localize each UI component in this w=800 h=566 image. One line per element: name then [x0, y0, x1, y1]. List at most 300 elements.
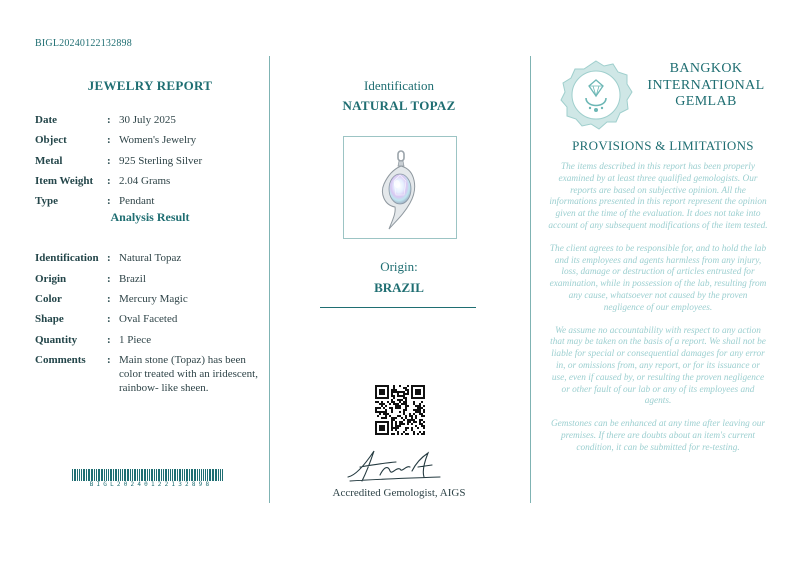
- qr-module: [383, 417, 385, 419]
- barcode-bar: [209, 469, 211, 481]
- detail-row: [35, 312, 265, 326]
- barcode-bar: [96, 469, 97, 481]
- qr-module: [391, 411, 393, 413]
- qr-module: [395, 423, 397, 425]
- qr-module: [419, 407, 421, 409]
- qr-module: [395, 405, 397, 407]
- barcode-bar: [106, 469, 107, 481]
- detail-separator: :: [107, 114, 111, 126]
- detail-key: Object: [35, 134, 67, 147]
- detail-separator: :: [107, 293, 111, 306]
- qr-module: [419, 423, 421, 425]
- barcode-bar: [77, 469, 78, 481]
- qr-module: [395, 391, 397, 393]
- qr-module: [397, 431, 399, 433]
- qr-module: [391, 429, 393, 431]
- qr-module: [375, 409, 377, 411]
- qr-module: [405, 409, 407, 411]
- qr-module: [397, 407, 399, 409]
- qr-module: [421, 401, 423, 403]
- analysis-result-list: [35, 251, 265, 394]
- qr-module: [401, 391, 403, 393]
- barcode-bar: [86, 469, 87, 481]
- barcode-bar: [94, 469, 95, 481]
- barcode-bar: [74, 469, 76, 481]
- identification-value: NATURAL TOPAZ: [342, 98, 456, 113]
- qr-module: [423, 409, 425, 411]
- qr-module: [393, 395, 395, 397]
- qr-module: [415, 389, 421, 395]
- barcode-bar: [132, 469, 133, 481]
- barcode-bar: [137, 469, 138, 481]
- barcode-bar: [163, 469, 164, 481]
- gemologist-signature: [340, 445, 450, 487]
- barcode-bar: [81, 469, 82, 481]
- detail-value: 30 July 2025: [119, 114, 176, 126]
- qr-module: [409, 415, 411, 417]
- qr-module: [379, 403, 381, 405]
- qr-module: [399, 385, 401, 387]
- qr-module: [391, 401, 393, 403]
- qr-module: [405, 393, 407, 395]
- qr-module: [415, 421, 417, 423]
- qr-module: [379, 425, 385, 431]
- identification-label: Identification: [363, 78, 435, 93]
- lab-name-line-1: BANGKOK: [669, 61, 743, 76]
- qr-module: [399, 401, 401, 403]
- qr-module: [377, 407, 379, 409]
- qr-module: [393, 433, 395, 435]
- qr-module: [405, 427, 407, 429]
- detail-value: Natural Topaz: [119, 252, 182, 265]
- detail-row: [35, 194, 265, 208]
- qr-module: [413, 421, 415, 423]
- qr-module: [379, 413, 381, 415]
- qr-module: [383, 407, 385, 409]
- qr-module: [393, 391, 395, 393]
- barcode-bar: [168, 469, 169, 481]
- detail-separator: :: [107, 134, 111, 147]
- barcode-bar: [197, 469, 198, 481]
- qr-module: [385, 409, 387, 411]
- qr-module: [391, 433, 393, 435]
- qr-module: [391, 425, 393, 427]
- qr-module: [399, 399, 401, 401]
- qr-module: [417, 411, 419, 413]
- barcode-bar: [118, 469, 119, 481]
- qr-module: [393, 389, 395, 391]
- qr-module: [379, 411, 381, 413]
- qr-module: [385, 411, 387, 413]
- qr-module: [413, 401, 415, 403]
- qr-module: [403, 411, 405, 413]
- lab-name-line-3: GEMLAB: [675, 94, 737, 109]
- qr-module: [385, 415, 387, 417]
- qr-module: [419, 409, 421, 411]
- qr-module: [397, 395, 399, 397]
- detail-value: Brazil: [119, 272, 146, 285]
- qr-module: [413, 409, 415, 411]
- qr-module: [393, 385, 395, 387]
- qr-module: [421, 423, 423, 425]
- qr-module: [395, 425, 397, 427]
- provisions-paragraph: The client agrees to be responsible for, and to hold the lab and its employees and agents harmless from any injury, loss, damage or destruction of articles entrusted for examination, while in possession of the lab, resulting from any cause, whatsoever not caused by the proven negligence of our employees.: [549, 243, 767, 313]
- qr-module: [407, 419, 409, 421]
- barcode-bar: [156, 469, 157, 481]
- barcode-bar: [191, 469, 193, 481]
- barcode-bar: [201, 469, 202, 481]
- barcode-bar: [144, 469, 146, 481]
- barcode-bar: [212, 469, 214, 481]
- qr-module: [415, 409, 417, 411]
- qr-module: [387, 413, 389, 415]
- item-details-list: [35, 113, 265, 208]
- detail-row: [35, 154, 265, 168]
- qr-module: [393, 401, 395, 403]
- qr-module: [395, 417, 397, 419]
- detail-row: [35, 133, 265, 147]
- provisions-title: PROVISIONS & LIMITATIONS: [572, 138, 754, 153]
- qr-module: [407, 405, 409, 407]
- qr-module: [423, 421, 425, 423]
- detail-key: Type: [35, 195, 59, 208]
- qr-module: [395, 389, 397, 391]
- barcode-icon: [72, 469, 230, 481]
- detail-key: Color: [35, 293, 62, 306]
- qr-module: [375, 401, 377, 403]
- qr-module: [391, 419, 393, 421]
- barcode-bar: [79, 469, 80, 481]
- barcode-bar: [161, 469, 162, 481]
- qr-module: [393, 419, 395, 421]
- qr-module: [389, 403, 391, 405]
- barcode-bar: [170, 469, 171, 481]
- detail-separator: :: [107, 313, 111, 326]
- barcode-bar: [158, 469, 160, 481]
- qr-code-icon: [375, 385, 425, 435]
- qr-module: [407, 433, 409, 435]
- qr-module: [413, 413, 415, 415]
- qr-module: [397, 393, 399, 395]
- qr-module: [411, 415, 413, 417]
- barcode-bar: [88, 469, 90, 481]
- report-title: JEWELRY REPORT: [87, 78, 213, 93]
- qr-module: [401, 421, 403, 423]
- detail-separator: :: [107, 154, 111, 167]
- barcode-bar: [110, 469, 112, 481]
- qr-module: [381, 403, 383, 405]
- barcode-bar: [108, 469, 109, 481]
- qr-module: [423, 431, 425, 433]
- qr-module: [397, 433, 399, 435]
- qr-module: [405, 415, 407, 417]
- qr-module: [415, 425, 417, 427]
- detail-row: [35, 174, 265, 188]
- barcode-text: BIGL20240122132898: [89, 481, 213, 488]
- detail-value: 925 Sterling Silver: [119, 154, 203, 167]
- qr-module: [393, 403, 395, 405]
- qr-module: [421, 419, 423, 421]
- qr-module: [385, 417, 387, 419]
- barcode-bar: [179, 469, 181, 481]
- barcode-bar: [139, 469, 140, 481]
- qr-module: [403, 403, 405, 405]
- qr-module: [391, 423, 393, 425]
- qr-module: [401, 423, 403, 425]
- qr-module: [397, 399, 399, 401]
- qr-module: [379, 389, 385, 395]
- qr-module: [401, 399, 403, 401]
- qr-module: [397, 405, 399, 407]
- barcode-bar: [91, 469, 93, 481]
- qr-module: [395, 421, 397, 423]
- qr-module: [423, 425, 425, 427]
- qr-module: [419, 403, 421, 405]
- qr-module: [395, 427, 397, 429]
- qr-module: [423, 405, 425, 407]
- qr-module: [377, 401, 379, 403]
- qr-module: [391, 391, 393, 393]
- qr-module: [397, 403, 399, 405]
- detail-key: Shape: [35, 313, 64, 326]
- qr-module: [377, 411, 379, 413]
- barcode-bar: [104, 469, 105, 481]
- qr-module: [391, 417, 393, 419]
- qr-module: [399, 405, 401, 407]
- qr-module: [385, 413, 387, 415]
- barcode-bar: [154, 469, 155, 481]
- barcode-bar: [122, 469, 123, 481]
- gemlab-logo-icon: [558, 58, 634, 134]
- qr-module: [417, 409, 419, 411]
- qr-module: [403, 409, 405, 411]
- qr-module: [423, 411, 425, 413]
- qr-module: [409, 413, 411, 415]
- qr-module: [421, 425, 423, 427]
- detail-separator: :: [107, 252, 111, 265]
- origin-label: Origin:: [380, 259, 418, 274]
- provisions-paragraph: We assume no accountability with respect to any action that may be taken on the basis of a report. We shall not be liable for special or consequential damages for any error in, or omissions from, any report, or for its issuance or use, even if caused by, or resulting the proven negligence or other fault of our lab or any of its employees and agents.: [550, 325, 766, 407]
- barcode-bar: [130, 469, 131, 481]
- qr-module: [389, 415, 391, 417]
- qr-module: [403, 401, 405, 403]
- qr-module: [391, 389, 393, 391]
- detail-key: Identification: [35, 252, 99, 265]
- qr-module: [409, 421, 411, 423]
- detail-key: Metal: [35, 154, 63, 167]
- qr-module: [405, 397, 407, 399]
- qr-module: [385, 405, 387, 407]
- qr-module: [407, 389, 409, 391]
- detail-row: [35, 292, 265, 306]
- detail-value: Women's Jewelry: [119, 134, 197, 147]
- detail-key: Comments: [35, 353, 86, 366]
- qr-module: [421, 433, 423, 435]
- qr-module: [407, 427, 409, 429]
- barcode-bar: [189, 469, 190, 481]
- qr-module: [399, 421, 401, 423]
- barcode-bar: [124, 469, 126, 481]
- qr-module: [399, 425, 401, 427]
- detail-value: Pendant: [119, 195, 155, 208]
- qr-module: [389, 407, 391, 409]
- detail-value: 1 Piece: [119, 333, 152, 346]
- qr-module: [411, 429, 413, 431]
- barcode-bar: [186, 469, 188, 481]
- qr-module: [391, 393, 393, 395]
- qr-module: [395, 407, 397, 409]
- barcode-bar: [165, 469, 167, 481]
- detail-separator: :: [107, 174, 111, 187]
- qr-module: [405, 405, 407, 407]
- qr-module: [403, 393, 405, 395]
- barcode-bar: [83, 469, 85, 481]
- qr-module: [401, 417, 403, 419]
- qr-module: [411, 419, 413, 421]
- qr-module: [423, 415, 425, 417]
- qr-module: [403, 413, 405, 415]
- qr-module: [421, 407, 423, 409]
- qr-module: [417, 433, 419, 435]
- qr-module: [379, 407, 381, 409]
- qr-module: [407, 391, 409, 393]
- qr-module: [405, 417, 407, 419]
- qr-module: [381, 401, 383, 403]
- qr-module: [417, 407, 419, 409]
- qr-module: [415, 415, 417, 417]
- analysis-result-heading: Analysis Result: [110, 210, 190, 225]
- barcode-bar: [203, 469, 204, 481]
- qr-module: [397, 425, 399, 427]
- qr-module: [405, 401, 407, 403]
- qr-module: [395, 403, 397, 405]
- gemologist-title: Accredited Gemologist, AIGS: [332, 487, 466, 499]
- qr-module: [405, 389, 407, 391]
- barcode-bar: [172, 469, 173, 481]
- identification-block: [320, 78, 478, 114]
- barcode-bar: [141, 469, 143, 481]
- qr-module: [397, 415, 399, 417]
- qr-module: [407, 385, 409, 387]
- qr-module: [397, 427, 399, 429]
- barcode-bar: [222, 469, 223, 481]
- qr-module: [401, 403, 403, 405]
- qr-module: [399, 391, 401, 393]
- qr-module: [403, 391, 405, 393]
- qr-module: [403, 395, 405, 397]
- qr-module: [421, 415, 423, 417]
- report-details-panel: [35, 78, 265, 401]
- barcode-bar: [134, 469, 136, 481]
- qr-module: [399, 415, 401, 417]
- provisions-paragraph: Gemstones can be enhanced at any time after leaving our premises. If there are doubts about an item's current condition, it can be submitted for re-testing.: [550, 419, 766, 453]
- qr-module: [409, 419, 411, 421]
- qr-module: [413, 431, 415, 433]
- qr-module: [393, 427, 395, 429]
- barcode-bar: [115, 469, 117, 481]
- qr-module: [397, 391, 399, 393]
- qr-module: [393, 397, 395, 399]
- qr-module: [413, 403, 415, 405]
- qr-module: [377, 415, 379, 417]
- qr-module: [415, 405, 417, 407]
- barcode-bar: [182, 469, 183, 481]
- qr-module: [399, 423, 401, 425]
- qr-module: [403, 387, 405, 389]
- pendant-photo: [343, 136, 457, 239]
- barcode-bar: [207, 469, 208, 481]
- qr-module: [391, 421, 393, 423]
- qr-module: [403, 431, 405, 433]
- qr-module: [391, 409, 393, 411]
- barcode-bar: [184, 469, 185, 481]
- qr-module: [417, 405, 419, 407]
- qr-module: [383, 413, 385, 415]
- qr-module: [419, 419, 421, 421]
- detail-value: Main stone (Topaz) has been color treated with an iridescent, rainbow- like sheen.: [119, 353, 258, 394]
- report-reference-number: BIGL20240122132898: [35, 38, 132, 49]
- lab-name: [636, 61, 776, 111]
- origin-underline: [320, 307, 476, 308]
- detail-value: Mercury Magic: [119, 293, 188, 306]
- barcode-bar: [120, 469, 121, 481]
- provisions-body: [548, 162, 768, 466]
- qr-module: [375, 411, 377, 413]
- barcode-bar: [98, 469, 100, 481]
- qr-module: [381, 417, 383, 419]
- detail-separator: :: [107, 272, 111, 285]
- qr-module: [419, 413, 421, 415]
- barcode-bar: [127, 469, 129, 481]
- qr-module: [381, 405, 383, 407]
- qr-module: [391, 427, 393, 429]
- qr-module: [419, 405, 421, 407]
- qr-module: [411, 417, 413, 419]
- provisions-paragraph: The items described in this report has been properly examined by at least three qualified gemologists. Our reports are based on subjective opinion. All the informations presented in this report represent the opinion given at the time of the evaluation. It does not take into account of any subsequent modifications of the item tested.: [548, 162, 768, 231]
- detail-row: [35, 113, 265, 127]
- qr-module: [391, 399, 393, 401]
- qr-module: [383, 411, 385, 413]
- qr-module: [393, 417, 395, 419]
- barcode-bar: [113, 469, 114, 481]
- detail-key: Item Weight: [35, 174, 94, 187]
- barcode-bar: [149, 469, 150, 481]
- detail-separator: :: [107, 333, 111, 346]
- qr-module: [419, 411, 421, 413]
- qr-module: [395, 429, 397, 431]
- detail-row: [35, 353, 265, 395]
- qr-module: [403, 423, 405, 425]
- qr-module: [383, 403, 385, 405]
- qr-module: [405, 387, 407, 389]
- barcode-bar: [194, 469, 196, 481]
- barcode-bar: [151, 469, 153, 481]
- panel-divider-left: [269, 56, 270, 503]
- qr-module: [419, 431, 421, 433]
- qr-module: [381, 411, 383, 413]
- qr-module: [403, 397, 405, 399]
- qr-module: [401, 395, 403, 397]
- barcode-bar: [174, 469, 176, 481]
- barcode-bar: [205, 469, 206, 481]
- qr-module: [405, 407, 407, 409]
- qr-module: [413, 433, 415, 435]
- qr-module: [411, 427, 413, 429]
- qr-module: [403, 419, 405, 421]
- barcode-bar: [72, 469, 73, 481]
- qr-module: [417, 427, 419, 429]
- qr-module: [405, 399, 407, 401]
